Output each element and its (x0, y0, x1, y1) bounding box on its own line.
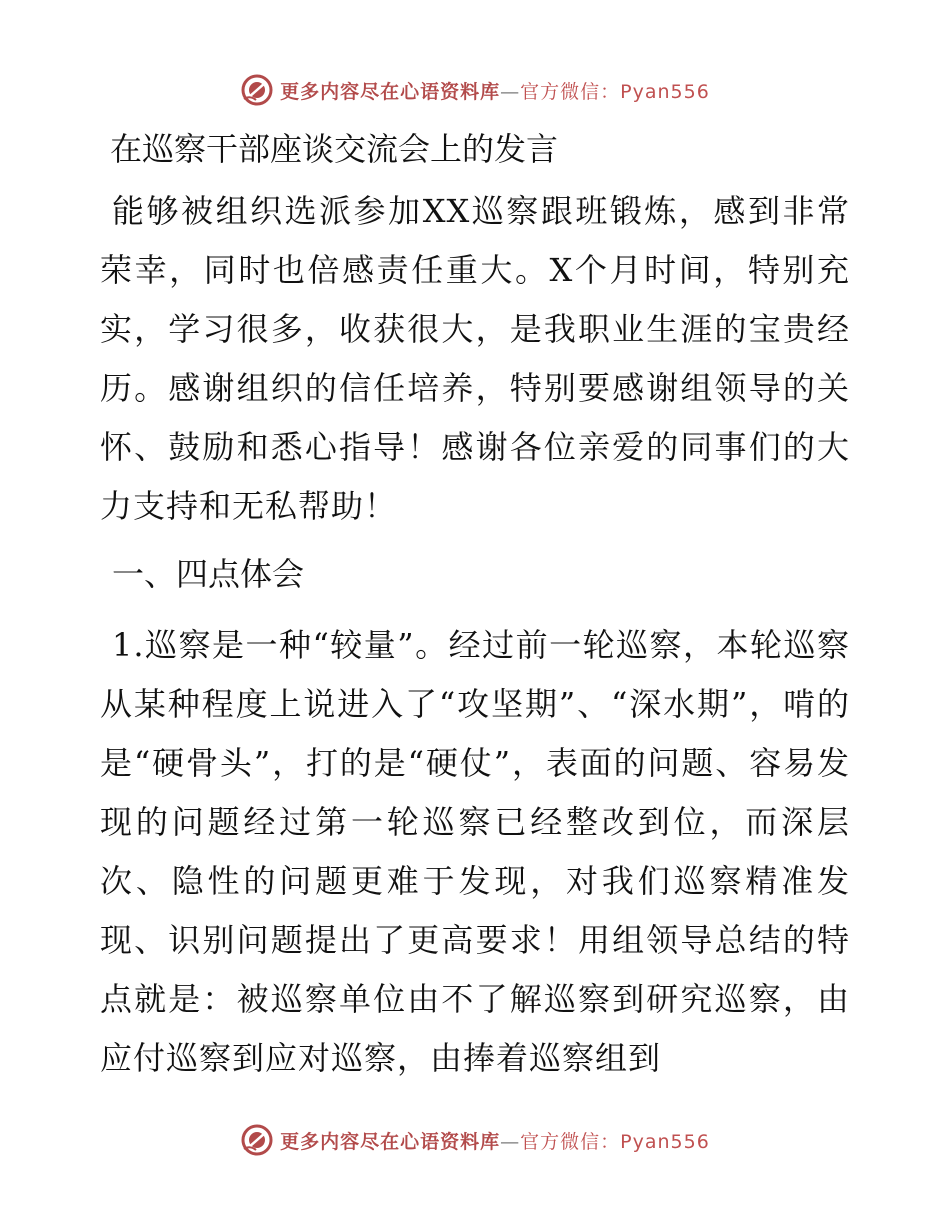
watermark-separator: — (500, 1130, 521, 1153)
section-heading: 一、四点体会 (112, 555, 305, 593)
watermark-main-text: 更多内容尽在心语资料库 (280, 1130, 501, 1153)
watermark-contact-text: 官方微信：Pyan556 (520, 80, 710, 103)
watermark-text (280, 1127, 710, 1154)
watermark-separator: — (500, 80, 521, 103)
watermark-contact-text: 官方微信：Pyan556 (520, 1130, 710, 1153)
watermark-main-text: 更多内容尽在心语资料库 (280, 80, 501, 103)
document-title: 在巡察干部座谈交流会上的发言 (110, 130, 559, 168)
point-1-paragraph: 1.巡察是一种“较量”。经过前一轮巡察，本轮巡察从某种程度上说进入了“攻坚期”、“深水期”，啃的是“硬骨头”，打的是“硬仗”，表面的问题、容易发现的问题经过第一轮巡察已经整改到位，而深层次、隐性的问题更难于发现，对我们巡察精准发现、识别问题提出了更高要求！用组领导总结的特点就是：被巡察单位由不了解巡察到研究巡察，由应付巡察到应对巡察，由捧着巡察组到 (100, 626, 850, 1077)
watermark-text (280, 77, 710, 104)
header-watermark (0, 70, 950, 110)
document-body (100, 122, 850, 1098)
intro-paragraph: 能够被组织选派参加XX巡察跟班锻炼，感到非常荣幸，同时也倍感责任重大。X个月时间，特别充实，学习很多，收获很大，是我职业生涯的宝贵经历。感谢组织的信任培养，特别要感谢组领导的关怀、鼓励和悉心指导！感谢各位亲爱的同事们的大力支持和无私帮助！ (100, 192, 850, 525)
footer-watermark (0, 1120, 950, 1160)
red-circle-book-logo-icon (240, 73, 274, 107)
red-circle-book-logo-icon (240, 1123, 274, 1157)
